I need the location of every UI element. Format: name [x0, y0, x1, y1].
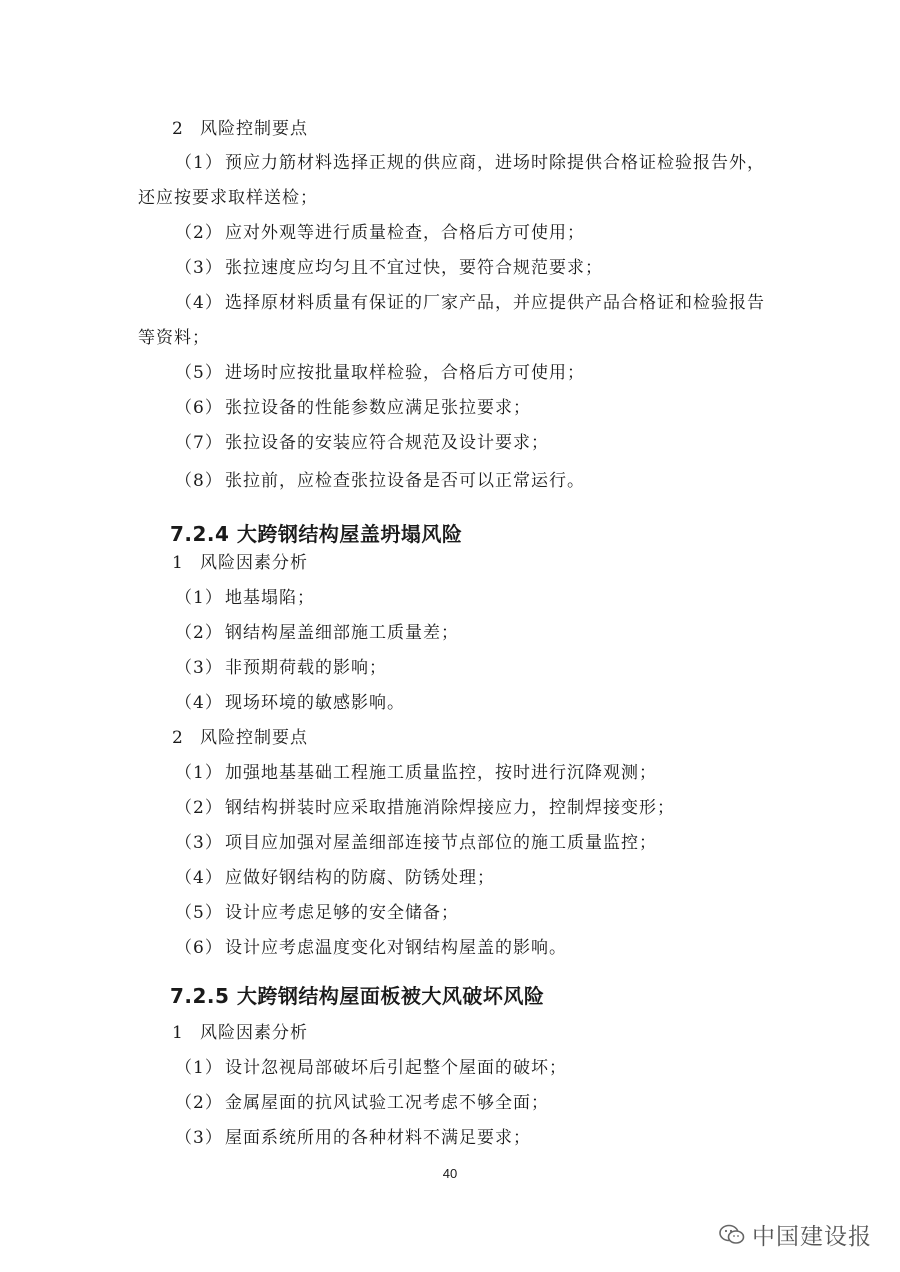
list-item [175, 257, 603, 279]
item-number: （1） [175, 1058, 223, 1078]
item-number: 1 [172, 1023, 184, 1043]
item-number: （5） [175, 363, 223, 383]
item-text: 预应力筋材料选择正规的供应商，进场时除提供合格证检验报告外， [225, 153, 765, 173]
list-item [175, 292, 765, 314]
list-item [175, 152, 765, 174]
list-item [175, 397, 531, 419]
list-item [175, 432, 549, 454]
list-item [175, 692, 405, 714]
subsection-heading [172, 118, 308, 140]
item-number: （3） [175, 258, 223, 278]
watermark-text: 中国建设报 [752, 1224, 872, 1250]
list-item [175, 657, 387, 679]
item-text: 进场时应按批量取样检验，合格后方可使用； [225, 363, 585, 383]
item-number: 2 [172, 119, 184, 139]
item-text: 应做好钢结构的防腐、防锈处理； [225, 868, 495, 888]
item-text: 风险因素分析 [200, 1023, 308, 1043]
subsection-heading [172, 552, 308, 574]
item-text: 张拉设备的性能参数应满足张拉要求； [225, 398, 531, 418]
list-item [175, 1127, 531, 1149]
list-item [175, 587, 315, 609]
item-number: （6） [175, 398, 223, 418]
wechat-icon [718, 1223, 746, 1247]
item-text: 现场环境的敏感影响。 [225, 693, 405, 713]
watermark [718, 1218, 872, 1251]
item-text: 金属屋面的抗风试验工况考虑不够全面； [225, 1093, 549, 1113]
list-item [175, 1057, 567, 1079]
item-text: 设计应考虑足够的安全储备； [225, 903, 459, 923]
item-continuation: 还应按要求取样送检； [138, 188, 318, 208]
item-number: （3） [175, 833, 223, 853]
item-text: 钢结构屋盖细部施工质量差； [225, 623, 459, 643]
list-item [175, 867, 495, 889]
item-number: 2 [172, 728, 184, 748]
list-item [175, 902, 459, 924]
item-number: （1） [175, 763, 223, 783]
item-text: 钢结构拼装时应采取措施消除焊接应力，控制焊接变形； [225, 798, 675, 818]
item-number: （4） [175, 868, 223, 888]
item-text: 张拉前，应检查张拉设备是否可以正常运行。 [225, 471, 585, 491]
item-text: 加强地基基础工程施工质量监控，按时进行沉降观测； [225, 763, 657, 783]
item-continuation: 等资料； [138, 328, 210, 348]
item-text: 风险控制要点 [200, 728, 308, 748]
item-number: 1 [172, 553, 184, 573]
item-text: 项目应加强对屋盖细部连接节点部位的施工质量监控； [225, 833, 657, 853]
subsection-heading [172, 727, 308, 749]
item-number: （3） [175, 1128, 223, 1148]
list-item [175, 797, 675, 819]
item-number: （2） [175, 223, 223, 243]
section-heading: 7.2.5 大跨钢结构屋面板被大风破坏风险 [170, 984, 545, 1008]
list-item [175, 622, 459, 644]
list-item [175, 937, 567, 959]
item-number: （4） [175, 693, 223, 713]
list-item [175, 832, 657, 854]
item-text: 应对外观等进行质量检查，合格后方可使用； [225, 223, 585, 243]
item-text: 选择原材料质量有保证的厂家产品，并应提供产品合格证和检验报告 [225, 293, 765, 313]
item-text: 非预期荷载的影响； [225, 658, 387, 678]
subsection-heading [172, 1022, 308, 1044]
item-number: （3） [175, 658, 223, 678]
item-text: 设计应考虑温度变化对钢结构屋盖的影响。 [225, 938, 567, 958]
item-number: （1） [175, 588, 223, 608]
item-number: （2） [175, 623, 223, 643]
item-number: （6） [175, 938, 223, 958]
list-item [175, 362, 585, 384]
item-number: （1） [175, 153, 223, 173]
item-number: （4） [175, 293, 223, 313]
item-text: 地基塌陷； [225, 588, 315, 608]
item-text: 风险因素分析 [200, 553, 308, 573]
item-text: 张拉设备的安装应符合规范及设计要求； [225, 433, 549, 453]
list-item [175, 222, 585, 244]
item-text: 风险控制要点 [200, 119, 308, 139]
item-number: （5） [175, 903, 223, 923]
item-text: 设计忽视局部破坏后引起整个屋面的破坏； [225, 1058, 567, 1078]
list-item [175, 1092, 549, 1114]
page-number: 40 [442, 1166, 458, 1181]
list-item [175, 470, 585, 492]
item-text: 屋面系统所用的各种材料不满足要求； [225, 1128, 531, 1148]
item-text: 张拉速度应均匀且不宜过快，要符合规范要求； [225, 258, 603, 278]
item-number: （2） [175, 798, 223, 818]
item-number: （2） [175, 1093, 223, 1113]
section-heading: 7.2.4 大跨钢结构屋盖坍塌风险 [170, 522, 463, 546]
item-number: （7） [175, 433, 223, 453]
item-number: （8） [175, 471, 223, 491]
list-item [175, 762, 657, 784]
